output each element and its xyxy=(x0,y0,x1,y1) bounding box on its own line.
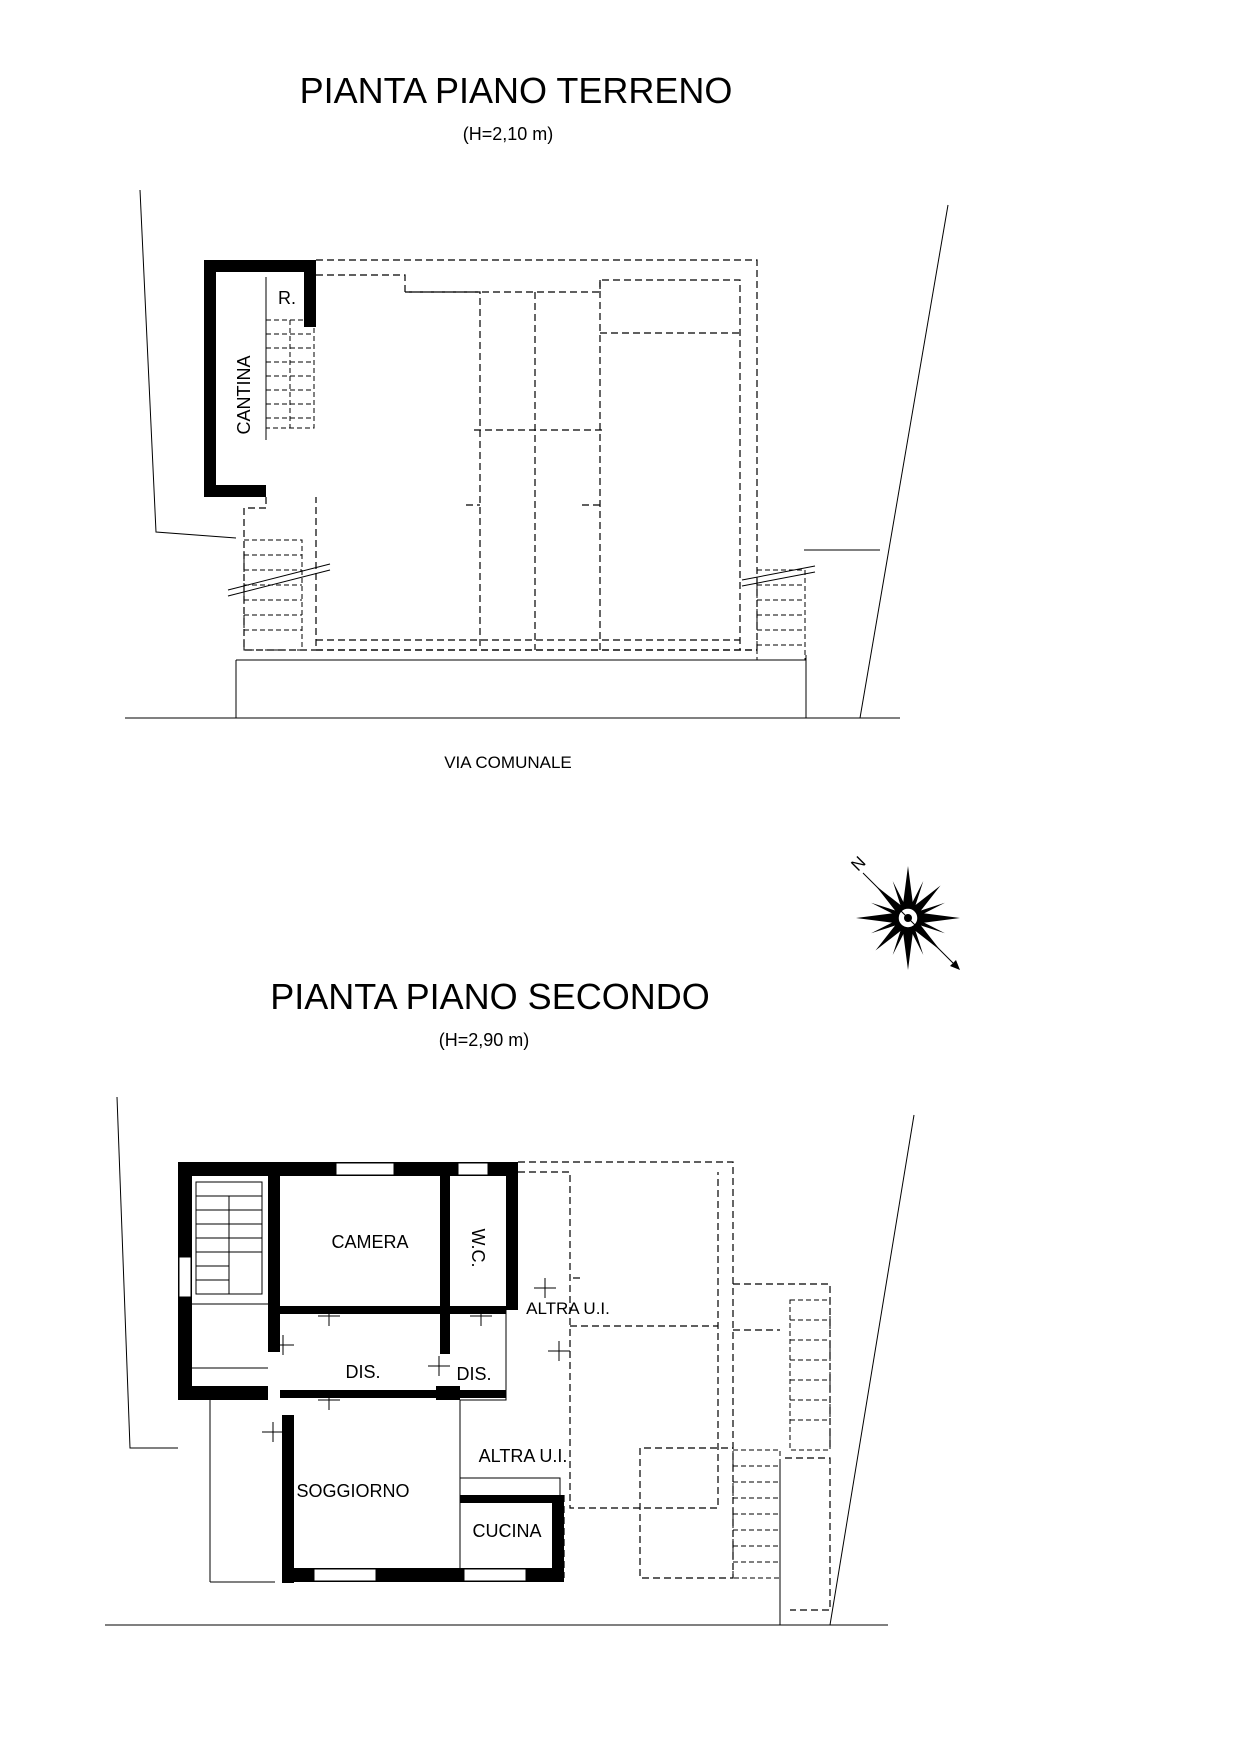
ground-stair-left xyxy=(228,540,330,650)
compass-rose-icon xyxy=(843,853,973,983)
neighbour-unit-dashed xyxy=(518,1162,830,1610)
dis-left-label: DIS. xyxy=(345,1362,381,1382)
altra-ui-bottom-label: ALTRA U.I. xyxy=(478,1446,568,1466)
cantina-stair xyxy=(266,320,314,428)
ground-stair-right xyxy=(742,566,815,660)
dis-right-label: DIS. xyxy=(456,1364,492,1384)
cucina-label: CUCINA xyxy=(472,1521,542,1541)
cantina-label: CANTINA xyxy=(234,355,254,435)
second-floor-stair-right xyxy=(733,1300,830,1578)
ground-floor-title: PIANTA PIANO TERRENO xyxy=(299,70,733,111)
second-floor-stair xyxy=(196,1182,262,1294)
ground-floor-height-note: (H=2,10 m) xyxy=(462,124,554,144)
street-label: VIA COMUNALE xyxy=(444,753,572,772)
wc-label: W.C. xyxy=(468,1228,488,1268)
soggiorno-label: SOGGIORNO xyxy=(296,1481,410,1501)
ground-dashed-outline xyxy=(244,260,757,650)
second-floor-height-note: (H=2,90 m) xyxy=(438,1030,530,1050)
ground-floor-plan xyxy=(125,70,948,772)
second-floor-plan xyxy=(105,976,914,1625)
second-floor-title: PIANTA PIANO SECONDO xyxy=(270,976,710,1017)
altra-ui-top-label: ALTRA U.I. xyxy=(526,1299,610,1318)
ripostiglio-label: R. xyxy=(278,288,296,308)
door-marks xyxy=(262,1278,570,1442)
compass-north-label: N xyxy=(847,852,870,875)
camera-label: CAMERA xyxy=(331,1232,409,1252)
cantina-walls xyxy=(204,260,316,497)
